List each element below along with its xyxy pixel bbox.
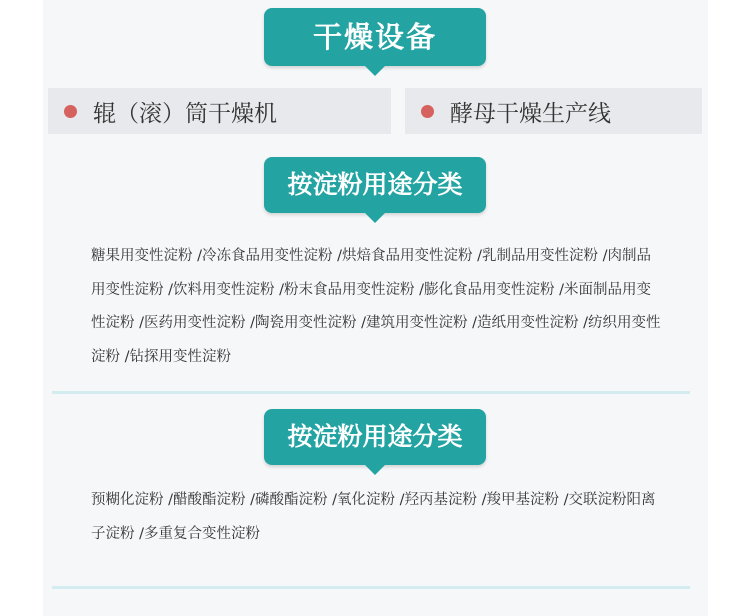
bullet-dot-icon <box>64 105 77 118</box>
bullet-dot-icon <box>421 105 434 118</box>
section-banner-usage: 按淀粉用途分类 <box>264 157 486 213</box>
drying-equipment-banner: 干燥设备 <box>264 8 486 66</box>
left-margin <box>0 0 43 616</box>
section-divider <box>52 391 690 394</box>
equipment-item-label: 酵母干燥生产线 <box>450 100 611 127</box>
equipment-item-drum-dryer <box>48 88 391 134</box>
section-banner-type: 按淀粉用途分类 <box>264 409 486 465</box>
usage-category-text: 糖果用变性淀粉 /冷冻食品用变性淀粉 /烘焙食品用变性淀粉 /乳制品用变性淀粉 /肉制品用变性淀粉 /饮料用变性淀粉 /粉末食品用变性淀粉 /膨化食品用变性淀粉 /米面制品用变性淀粉 /医药用变性淀粉 /陶瓷用变性淀粉 /建筑用变性淀粉 /造纸用变性淀粉 /纺织用变性淀粉 /钻探用变性淀粉 <box>91 248 661 365</box>
right-margin <box>708 0 750 616</box>
section-divider <box>52 586 690 589</box>
equipment-item-yeast-line <box>405 88 702 134</box>
equipment-item-label: 辊（滚）筒干燥机 <box>93 100 277 127</box>
type-category-text: 预糊化淀粉 /醋酸酯淀粉 /磷酸酯淀粉 /氧化淀粉 /羟丙基淀粉 /羧甲基淀粉 /交联淀粉阳离子淀粉 /多重复合变性淀粉 <box>91 492 656 542</box>
